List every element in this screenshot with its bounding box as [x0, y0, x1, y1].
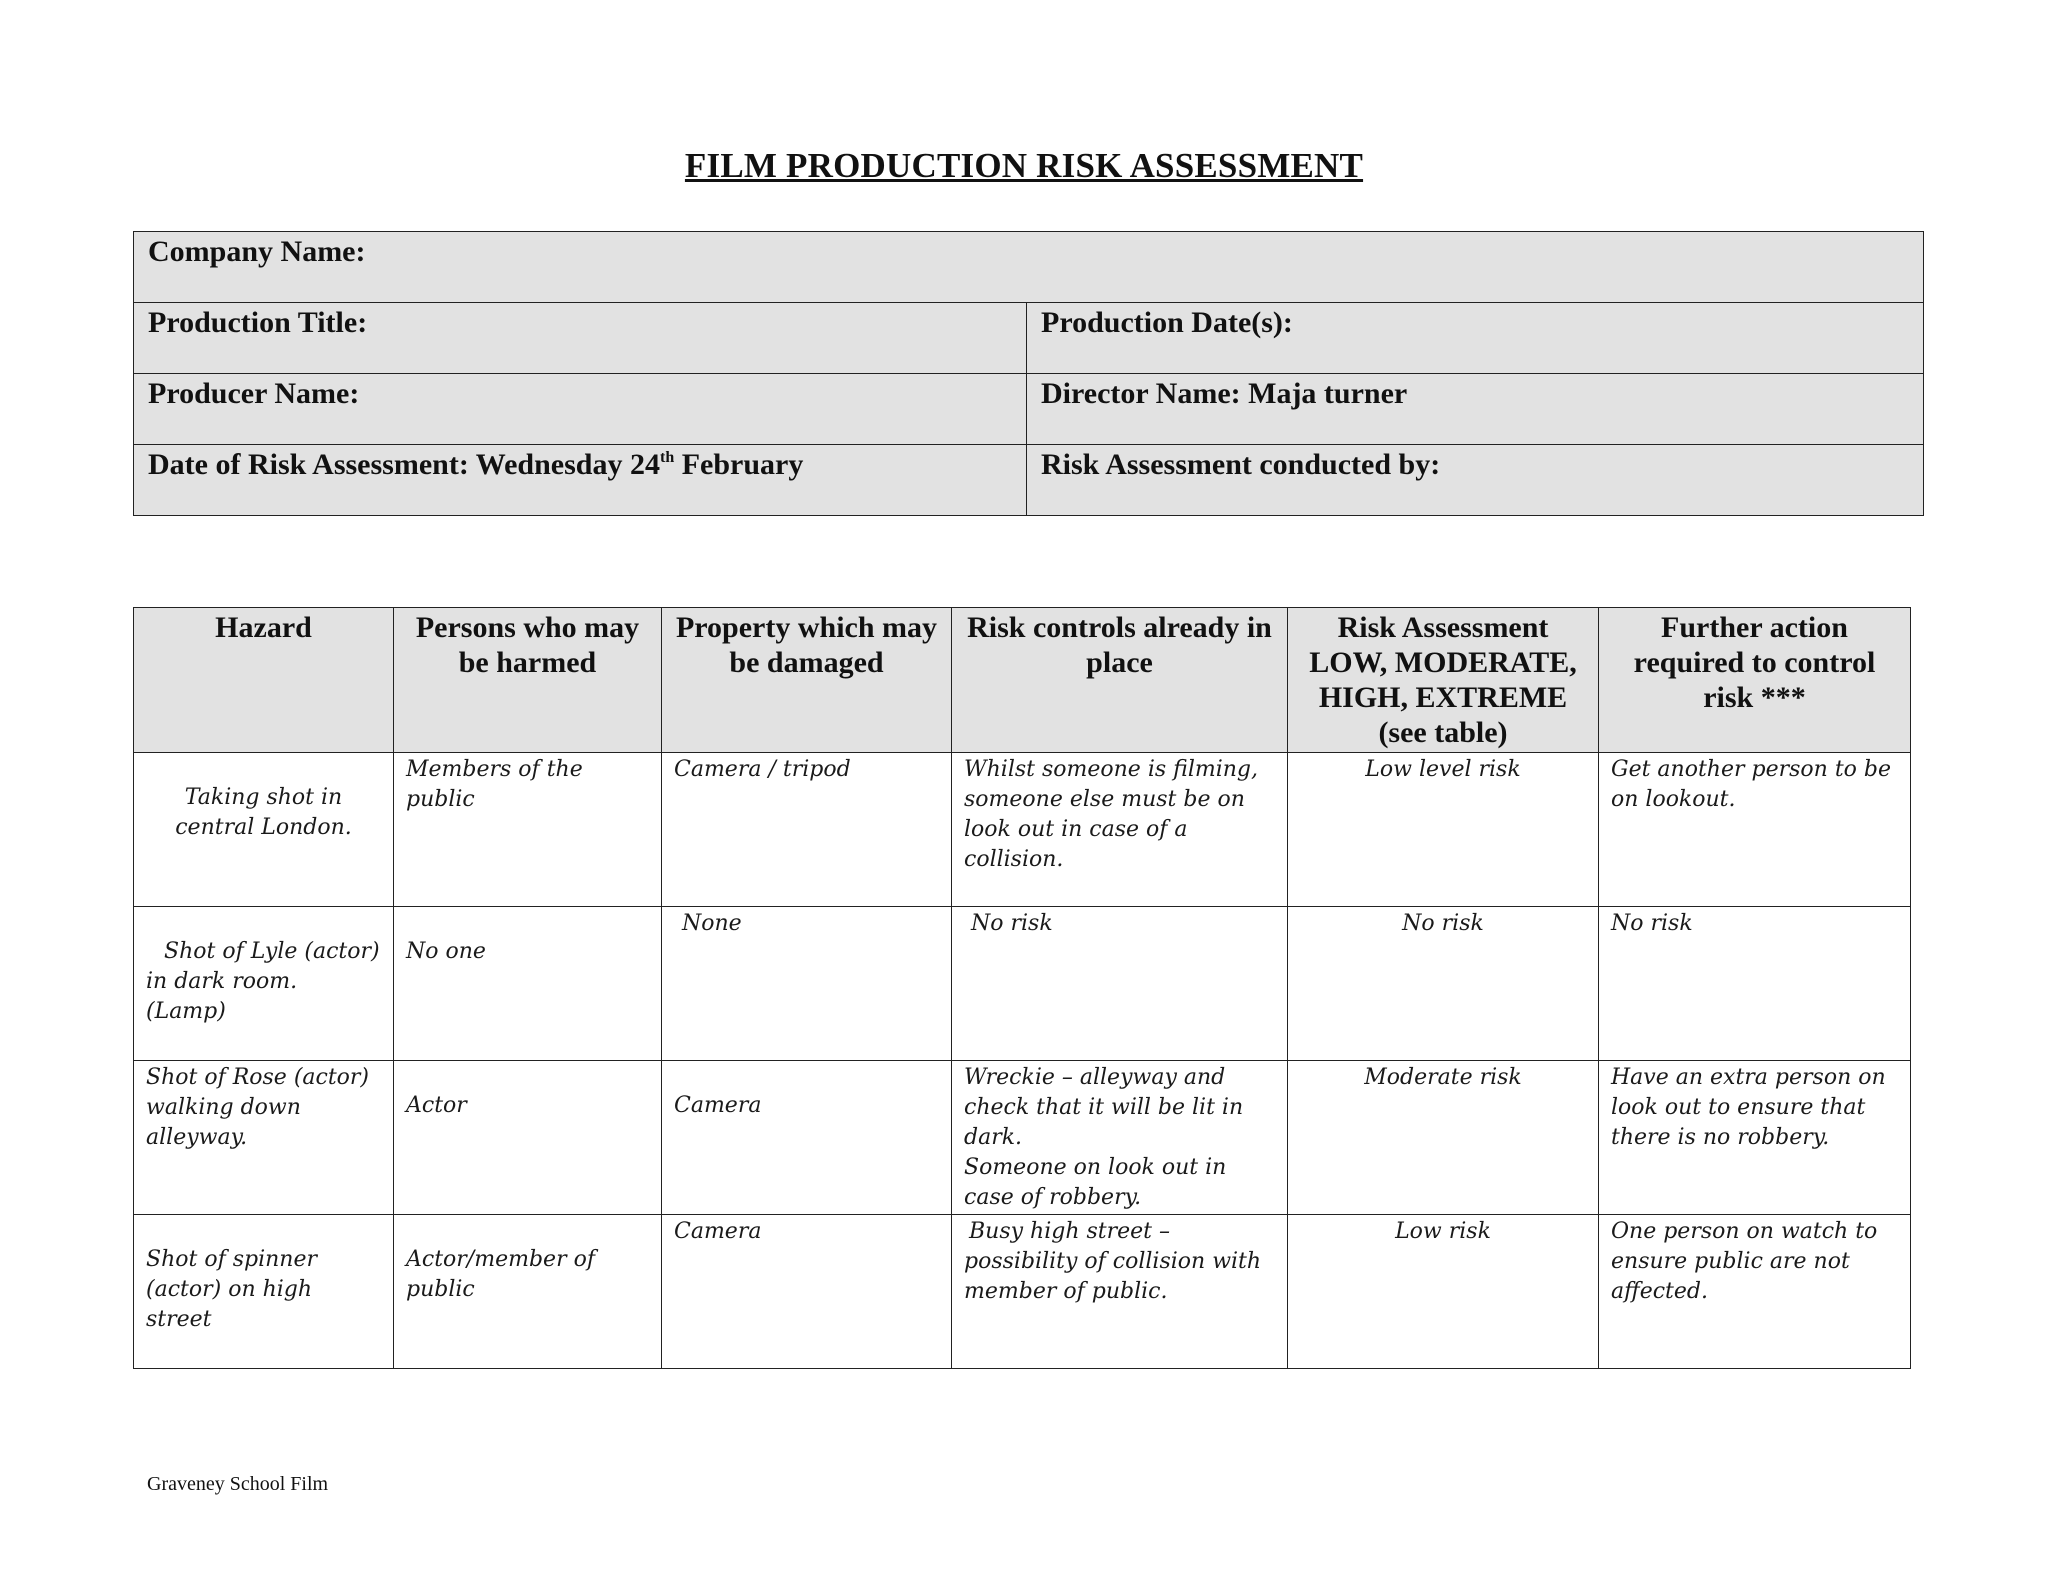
property-cell: Camera / tripod	[662, 753, 952, 907]
assessment-date-ordinal: th	[659, 449, 675, 466]
property-cell: None	[662, 907, 952, 1061]
hazard-cell: Taking shot in central London.	[134, 753, 394, 907]
header-persons: Persons who may be harmed	[394, 608, 662, 753]
hazard-cell: Shot of Rose (actor) walking down alleyway.	[134, 1061, 394, 1215]
further-action-cell: No risk	[1599, 907, 1911, 1061]
hazard-cell: Shot of Lyle (actor) in dark room. (Lamp)	[134, 907, 394, 1061]
property-cell: Camera	[662, 1215, 952, 1369]
controls-cell: No risk	[952, 907, 1288, 1061]
table-row	[134, 753, 1911, 907]
controls-line-2: Someone on look out in case of robbery.	[964, 1155, 1227, 1210]
assessment-cell: No risk	[1288, 907, 1599, 1061]
further-action-cell: Have an extra person on look out to ensure that there is no robbery.	[1599, 1061, 1911, 1215]
controls-line-1: Wreckie – alleyway and check that it will be lit in dark.	[964, 1065, 1244, 1150]
assessment-date-prefix: Date of Risk Assessment: Wednesday 24	[148, 448, 660, 481]
company-name-field: Company Name:	[134, 232, 1924, 303]
document-title: FILM PRODUCTION RISK ASSESSMENT	[684, 146, 1364, 185]
conducted-by-field: Risk Assessment conducted by:	[1027, 445, 1924, 516]
assessment-cell: Low level risk	[1288, 753, 1599, 907]
further-action-cell: One person on watch to ensure public are not affected.	[1599, 1215, 1911, 1369]
controls-cell: Whilst someone is filming, someone else must be on look out in case of a collision.	[952, 753, 1288, 907]
controls-cell	[952, 1061, 1288, 1215]
info-row-assessment	[134, 445, 1924, 516]
header-hazard: Hazard	[134, 608, 394, 753]
controls-cell: Busy high street – possibility of collision with member of public.	[952, 1215, 1288, 1369]
info-row-people	[134, 374, 1924, 445]
header-assessment: Risk Assessment LOW, MODERATE, HIGH, EXTREME (see table)	[1288, 608, 1599, 753]
assessment-date-suffix: February	[674, 448, 804, 481]
persons-cell: Actor/member of public	[394, 1215, 662, 1369]
director-name-field: Director Name: Maja turner	[1027, 374, 1924, 445]
header-controls: Risk controls already in place	[952, 608, 1288, 753]
assessment-date-field	[134, 445, 1027, 516]
table-row	[134, 1215, 1911, 1369]
info-row-production	[134, 303, 1924, 374]
assessment-cell: Moderate risk	[1288, 1061, 1599, 1215]
persons-cell: Actor	[394, 1061, 662, 1215]
page-footer: Graveney School Film	[147, 1473, 329, 1495]
production-info-table	[133, 231, 1924, 516]
hazard-cell: Shot of spinner (actor) on high street	[134, 1215, 394, 1369]
further-action-cell: Get another person to be on lookout.	[1599, 753, 1911, 907]
table-row	[134, 907, 1911, 1061]
risk-assessment-table	[133, 607, 1911, 1369]
persons-cell: No one	[394, 907, 662, 1061]
producer-name-field: Producer Name:	[134, 374, 1027, 445]
production-dates-field: Production Date(s):	[1027, 303, 1924, 374]
header-property: Property which may be damaged	[662, 608, 952, 753]
production-title-field: Production Title:	[134, 303, 1027, 374]
header-further-action: Further action required to control risk ***	[1599, 608, 1911, 753]
property-cell: Camera	[662, 1061, 952, 1215]
persons-cell: Members of the public	[394, 753, 662, 907]
info-row-company	[134, 232, 1924, 303]
table-row	[134, 1061, 1911, 1215]
risk-table-header-row	[134, 608, 1911, 753]
assessment-cell: Low risk	[1288, 1215, 1599, 1369]
